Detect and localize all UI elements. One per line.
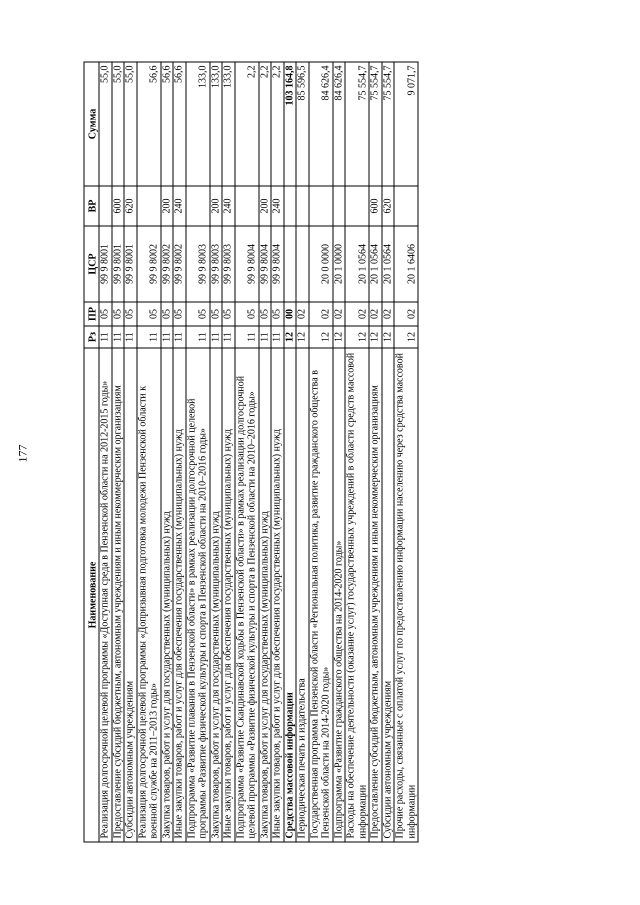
table-body <box>99 62 418 842</box>
cell-pr: 02 <box>296 302 309 326</box>
cell-csr: 99 9 8003 <box>210 226 223 302</box>
cell-vr <box>296 186 309 226</box>
cell-name: Подпрограмма «Развитие гражданского общества на 2014-2020 годы» <box>333 348 346 842</box>
cell-sum: 55,0 <box>124 62 137 186</box>
cell-csr: 99 9 8004 <box>271 226 284 302</box>
cell-pr: 05 <box>173 302 186 326</box>
cell-vr: 200 <box>210 186 223 226</box>
cell-sum: 84 626,4 <box>333 62 346 186</box>
table-row <box>296 62 309 842</box>
cell-pr: 05 <box>161 302 174 326</box>
cell-rz: 11 <box>99 326 112 348</box>
table-row <box>382 62 395 842</box>
cell-sum: 103 164,8 <box>284 62 297 186</box>
cell-vr: 200 <box>161 186 174 226</box>
rotated-page <box>84 63 557 843</box>
cell-vr: 240 <box>271 186 284 226</box>
cell-vr: 200 <box>259 186 272 226</box>
cell-sum: 84 626,4 <box>309 62 333 186</box>
header-rz: Рз <box>84 326 99 348</box>
cell-sum: 133,0 <box>222 62 235 186</box>
cell-vr <box>284 186 297 226</box>
cell-pr: 05 <box>259 302 272 326</box>
cell-csr: 20 1 6406 <box>394 226 418 302</box>
cell-sum: 2,2 <box>235 62 259 186</box>
cell-pr: 02 <box>345 302 369 326</box>
cell-vr <box>235 186 259 226</box>
cell-csr: 99 9 8002 <box>173 226 186 302</box>
cell-sum: 55,0 <box>99 62 112 186</box>
cell-sum: 56,6 <box>137 62 161 186</box>
cell-csr: 20 1 0000 <box>333 226 346 302</box>
cell-csr: 99 9 8002 <box>137 226 161 302</box>
cell-csr: 99 9 8003 <box>222 226 235 302</box>
cell-rz: 11 <box>271 326 284 348</box>
cell-rz: 12 <box>333 326 346 348</box>
cell-sum: 56,6 <box>173 62 186 186</box>
cell-name: Государственная программа Пензенской области «Региональная политика, развитие гражданского общества в Пензенской области на 2014-2020 годы» <box>309 348 333 842</box>
cell-sum: 2,2 <box>271 62 284 186</box>
table-row <box>235 62 259 842</box>
cell-vr: 240 <box>173 186 186 226</box>
cell-vr <box>333 186 346 226</box>
cell-sum: 75 554,7 <box>369 62 382 186</box>
table-row <box>259 62 272 842</box>
cell-csr <box>296 226 309 302</box>
cell-pr: 05 <box>235 302 259 326</box>
cell-csr: 20 1 0564 <box>345 226 369 302</box>
cell-csr: 99 9 8002 <box>161 226 174 302</box>
cell-name: Прочие расходы, связанные с оплатой услуг по предоставлению информации населению через средства массовой информации <box>394 348 418 842</box>
cell-name: Подпрограмма «Развитие Скандинавской ходьбы в Пензенской области» в рамках реализации долгосрочной целевой программы «Развитие физической культуры и спорта в Пензенской области на 2010–2016 годы» <box>235 348 259 842</box>
cell-pr: 00 <box>284 302 297 326</box>
cell-sum: 75 554,7 <box>345 62 369 186</box>
cell-pr: 02 <box>369 302 382 326</box>
cell-csr <box>284 226 297 302</box>
cell-vr <box>309 186 333 226</box>
cell-sum: 85 596,5 <box>296 62 309 186</box>
cell-csr: 99 9 8001 <box>99 226 112 302</box>
cell-vr: 620 <box>124 186 137 226</box>
cell-name: Иные закупки товаров, работ и услуг для обеспечения государственных (муниципальных) нужд <box>173 348 186 842</box>
cell-name: Реализация долгосрочной целевой программы «Доступная среда в Пензенской области на 2012-2015 годы» <box>99 348 112 842</box>
cell-pr: 05 <box>137 302 161 326</box>
cell-pr: 05 <box>271 302 284 326</box>
table-row <box>333 62 346 842</box>
cell-rz: 12 <box>284 326 297 348</box>
cell-sum: 56,6 <box>161 62 174 186</box>
page-number: 177 <box>15 444 30 463</box>
cell-vr <box>99 186 112 226</box>
table-row <box>271 62 284 842</box>
cell-csr: 99 9 8003 <box>186 226 210 302</box>
table-row <box>345 62 369 842</box>
cell-name: Расходы на обеспечение деятельности (оказание услуг) государственных учреждений в области средств массовой информации <box>345 348 369 842</box>
table-row <box>137 62 161 842</box>
cell-sum: 133,0 <box>186 62 210 186</box>
cell-name: Реализация долгосрочной целевой программы «Допризывная подготовка молодежи Пензенской области к военной службе на 2011–2013 годы» <box>137 348 161 842</box>
cell-csr: 99 9 8004 <box>235 226 259 302</box>
table-row <box>186 62 210 842</box>
header-pr: ПР <box>84 302 99 326</box>
table-row <box>210 62 223 842</box>
cell-name: Закупка товаров, работ и услуг для государственных (муниципальных) нужд <box>161 348 174 842</box>
cell-pr: 05 <box>99 302 112 326</box>
cell-name: Закупка товаров, работ и услуг для государственных (муниципальных) нужд <box>259 348 272 842</box>
cell-pr: 02 <box>394 302 418 326</box>
cell-csr: 20 0 0000 <box>309 226 333 302</box>
cell-pr: 02 <box>333 302 346 326</box>
cell-rz: 11 <box>124 326 137 348</box>
cell-rz: 11 <box>137 326 161 348</box>
cell-name: Субсидии автономным учреждениям <box>382 348 395 842</box>
table-row <box>309 62 333 842</box>
cell-vr <box>137 186 161 226</box>
header-vr: ВР <box>84 186 99 226</box>
cell-csr: 99 9 8004 <box>259 226 272 302</box>
cell-sum: 2,2 <box>259 62 272 186</box>
cell-name: Средства массовой информации <box>284 348 297 842</box>
cell-rz: 11 <box>112 326 125 348</box>
cell-csr: 99 9 8001 <box>112 226 125 302</box>
cell-rz: 12 <box>382 326 395 348</box>
cell-pr: 05 <box>210 302 223 326</box>
table-row <box>222 62 235 842</box>
cell-rz: 12 <box>369 326 382 348</box>
table-row <box>394 62 418 842</box>
cell-name: Иные закупки товаров, работ и услуг для обеспечения государственных (муниципальных) нужд <box>271 348 284 842</box>
cell-pr: 05 <box>112 302 125 326</box>
cell-name: Подпрограмма «Развитие плавания в Пензенской области» в рамках реализации долгосрочной целевой программы «Развитие физической культуры и спорта в Пензенской области на 2010–2016 годы» <box>186 348 210 842</box>
cell-rz: 11 <box>210 326 223 348</box>
cell-sum: 133,0 <box>210 62 223 186</box>
cell-pr: 05 <box>186 302 210 326</box>
cell-vr: 600 <box>369 186 382 226</box>
cell-pr: 05 <box>222 302 235 326</box>
table-row <box>369 62 382 842</box>
cell-name: Иные закупки товаров, работ и услуг для обеспечения государственных (муниципальных) нужд <box>222 348 235 842</box>
cell-vr <box>186 186 210 226</box>
cell-rz: 12 <box>394 326 418 348</box>
cell-sum: 75 554,7 <box>382 62 395 186</box>
cell-pr: 02 <box>382 302 395 326</box>
cell-rz: 11 <box>186 326 210 348</box>
cell-rz: 12 <box>296 326 309 348</box>
cell-vr: 240 <box>222 186 235 226</box>
cell-name: Закупка товаров, работ и услуг для государственных (муниципальных) нужд <box>210 348 223 842</box>
table-row <box>284 62 297 842</box>
cell-rz: 11 <box>259 326 272 348</box>
cell-name: Предоставление субсидий бюджетным, автономным учреждениям и иным некоммерческим организациям <box>112 348 125 842</box>
table-header-row <box>84 62 99 842</box>
header-csr: ЦСР <box>84 226 99 302</box>
cell-name: Субсидии автономным учреждениям <box>124 348 137 842</box>
cell-vr: 600 <box>112 186 125 226</box>
cell-name: Предоставление субсидий бюджетным, автономным учреждениям и иным некоммерческим организациям <box>369 348 382 842</box>
cell-csr: 99 9 8001 <box>124 226 137 302</box>
table-row <box>161 62 174 842</box>
cell-sum: 9 071,7 <box>394 62 418 186</box>
cell-rz: 12 <box>345 326 369 348</box>
table-row <box>99 62 112 842</box>
cell-rz: 11 <box>235 326 259 348</box>
header-name: Наименование <box>84 348 99 842</box>
cell-pr: 02 <box>309 302 333 326</box>
header-sum: Сумма <box>84 62 99 186</box>
cell-csr: 20 1 0564 <box>369 226 382 302</box>
cell-rz: 11 <box>173 326 186 348</box>
cell-vr: 620 <box>382 186 395 226</box>
cell-pr: 05 <box>124 302 137 326</box>
cell-csr: 20 1 0564 <box>382 226 395 302</box>
cell-rz: 12 <box>309 326 333 348</box>
cell-sum: 55,0 <box>112 62 125 186</box>
cell-vr <box>394 186 418 226</box>
table-row <box>112 62 125 842</box>
cell-vr <box>345 186 369 226</box>
table-row <box>173 62 186 842</box>
cell-rz: 11 <box>161 326 174 348</box>
budget-table <box>84 62 419 843</box>
cell-name: Периодическая печать и издательства <box>296 348 309 842</box>
table-row <box>124 62 137 842</box>
cell-rz: 11 <box>222 326 235 348</box>
